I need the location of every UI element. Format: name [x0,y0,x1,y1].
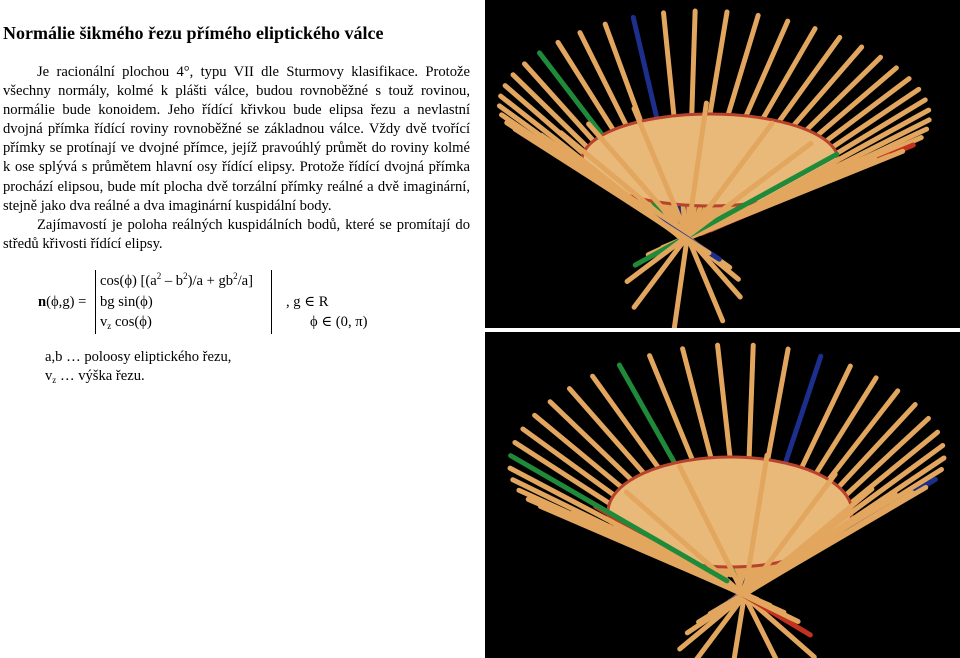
matrix-right-bar [271,270,272,334]
body-text [3,63,470,254]
parametric-formula [38,270,478,336]
paragraph-cuspidal: Zajímavostí je poloha reálných kuspidálních bodů, které se promítají do středů křivosti řídící elipsy. [3,216,470,252]
formula-condition-phi: ϕ ∈ (0, π) [310,314,368,330]
page-title: Normálie šikmého řezu přímého eliptického válce [3,23,384,43]
formula-row-x: cos(ϕ) $[(a^2 - b^2)/a + gb^2/a]$ [100,271,254,289]
note-height: $v_z$ … výška řezu. [45,368,145,385]
formula-condition-g: , g ∈ R [286,294,329,310]
notes [45,348,231,386]
model-photo-bottom [485,332,960,658]
matrix-left-bar [95,270,96,334]
formula-row-y: bg sin(ϕ) [100,294,153,310]
conoid-model-image-2 [485,332,960,658]
formula-lhs: n(ϕ,g) = [38,294,87,310]
formula-row-z: $v_z$ cos(ϕ) [100,314,152,331]
paragraph-description: Je racionální plochou 4°, typu VII dle Sturmovy klasifikace. Protože všechny normály, kolmé k plášti válce, budou rovnoběžné s touž rovinou, normálie bude konoidem. Jeho řídící křivkou bude elipsa řezu a nevlastní dvojná přímka řídící roviny rovnoběžné se základnou válce. Vždy dvě tvořící přímky se protínají ve dvojné přímce, jejíž pravoúhlý průmět do roviny kolmé k ose splývá s průmětem hlavní osy řídící elipsy. Protože řídící dvojná přímka prochází elipsou, bude mít plocha dvě torzální přímky reálné a dvě imaginární, stejně jako dva reálné a dva imaginární kuspidální body. [3,64,470,214]
note-semiaxes: a,b … poloosy eliptického řezu, [45,349,232,365]
conoid-model-image-1 [485,0,960,328]
model-photo-top [485,0,960,328]
